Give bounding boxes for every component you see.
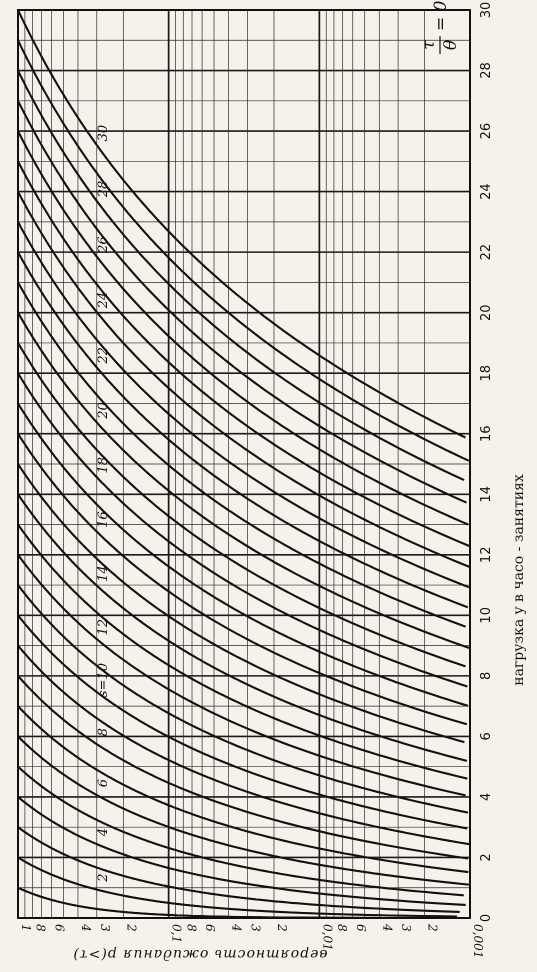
probability-tick-label: 6: [52, 924, 67, 932]
series-label: 20: [95, 402, 111, 419]
series-label: 18: [95, 456, 111, 474]
probability-axis-title: вероятность ожидания p(>τ): [72, 946, 328, 962]
probability-tick-label: 3: [399, 924, 414, 932]
probability-tick-label: 1: [19, 924, 33, 932]
series-label: 6: [95, 778, 111, 788]
load-tick-label: 28: [479, 62, 494, 79]
load-tick-label: 8: [479, 671, 494, 681]
series-label: 30: [95, 124, 111, 142]
series-label: s=10: [95, 663, 111, 698]
load-tick-label: 16: [479, 425, 494, 442]
load-tick-label: 26: [479, 122, 494, 140]
probability-tick-label: 4: [229, 924, 244, 932]
series-label: 14: [95, 565, 111, 582]
load-axis-title: нагрузка y в часо - занятиях: [511, 474, 527, 686]
parameter-denominator: θ: [441, 39, 461, 51]
series-label: 2: [95, 873, 111, 882]
load-tick-label: 6: [479, 732, 494, 741]
probability-tick-label: 6: [203, 924, 218, 932]
series-label: 22: [95, 347, 111, 364]
probability-tick-label: 2: [275, 924, 289, 932]
probability-tick-label: 4: [380, 924, 395, 932]
series-label: 8: [95, 728, 111, 737]
probability-tick-label: 8: [33, 924, 48, 932]
series-label: 26: [95, 236, 111, 253]
probability-tick-label: 0,001: [471, 924, 485, 959]
load-tick-label: 0: [479, 913, 494, 923]
probability-tick-label: 3: [248, 924, 263, 932]
load-tick-label: 12: [479, 546, 494, 564]
probability-tick-label: 3: [97, 924, 112, 932]
series-label: 24: [95, 291, 111, 309]
load-tick-label: 24: [479, 183, 494, 200]
load-tick-label: 30: [479, 1, 494, 19]
probability-tick-label: 6: [353, 924, 368, 932]
load-tick-label: 22: [479, 243, 494, 261]
probability-tick-label: 2: [124, 924, 139, 932]
series-label: 12: [95, 618, 111, 636]
probability-tick-label: 0,01: [320, 924, 335, 951]
load-tick-label: 2: [479, 853, 494, 862]
series-label: 16: [95, 511, 111, 528]
probability-tick-label: 8: [184, 924, 199, 932]
parameter-numerator: τ: [419, 40, 439, 50]
parameter-value: = 0: [431, 0, 451, 31]
series-label: 4: [95, 827, 111, 837]
probability-tick-label: 0,1: [169, 924, 184, 944]
series-label: 28: [95, 180, 111, 198]
load-tick-label: 10: [479, 607, 494, 624]
load-tick-label: 18: [479, 364, 494, 382]
load-tick-label: 4: [479, 792, 494, 802]
probability-tick-label: 8: [334, 924, 349, 932]
probability-tick-label: 4: [79, 924, 93, 932]
probability-tick-label: 2: [425, 924, 440, 932]
load-tick-label: 20: [479, 304, 494, 321]
load-tick-label: 14: [479, 486, 494, 503]
